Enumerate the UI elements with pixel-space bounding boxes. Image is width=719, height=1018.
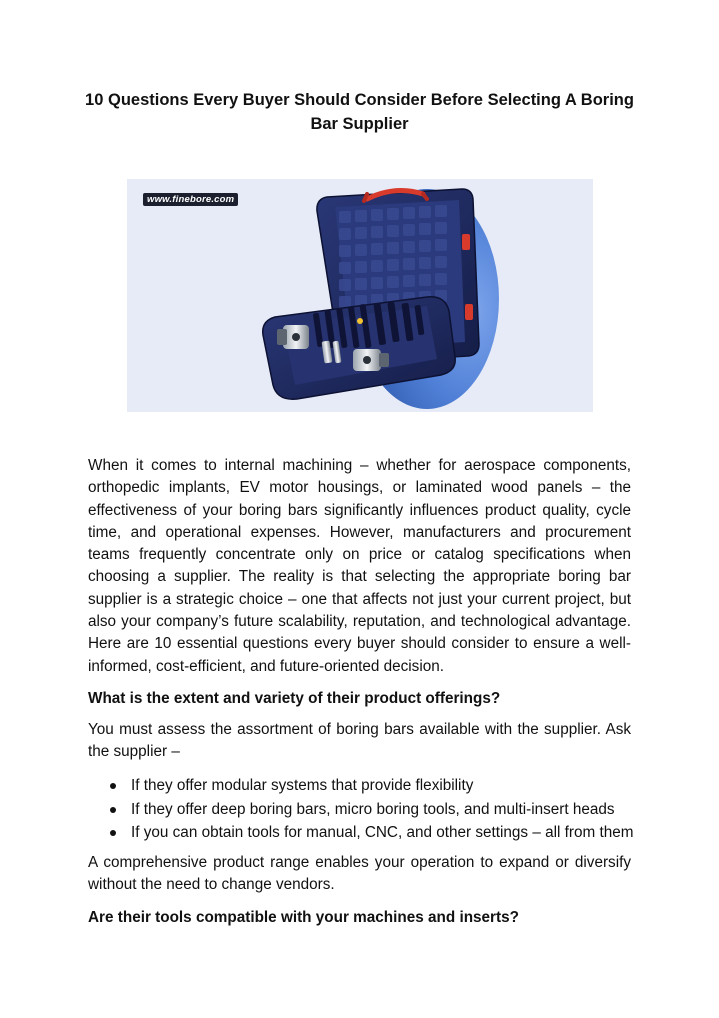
product-image [127, 179, 593, 412]
question-1-heading: What is the extent and variety of their product offerings? [88, 690, 501, 707]
assess-paragraph: You must assess the assortment of boring bars available with the supplier. Ask the supplier – [88, 721, 631, 761]
bullet-icon [110, 783, 116, 789]
watermark-label: www.finebore.com [143, 193, 238, 206]
bullet-list [88, 774, 648, 845]
intro-paragraph: When it comes to internal machining – whether for aerospace components, orthopedic implants, EV motor housings, or laminated wood panels – the effectiveness of your boring bars significantly influences product quality, cycle time, and operational expenses. However, manufacturers and procurement teams frequently concentrate only on price or catalog specifications when choosing a supplier. The reality is that selecting the appropriate boring bar supplier is a strategic choice – one that affects not just your current project, but also your company’s future scalability, reputation, and technological advantage. Here are 10 essential questions every buyer should consider to ensure a well-informed, cost-efficient, and future-oriented decision. [88, 457, 631, 675]
question-2-heading: Are their tools compatible with your machines and inserts? [88, 909, 519, 926]
tool-kit-illustration [127, 179, 593, 412]
list-item-text: If they offer deep boring bars, micro boring tools, and multi-insert heads [131, 800, 615, 818]
list-item [88, 774, 648, 798]
latch-icon [462, 234, 470, 250]
list-item-text: If you can obtain tools for manual, CNC, and other settings – all from them [131, 824, 634, 841]
bullet-icon [110, 830, 116, 836]
insert-icon [357, 318, 363, 324]
list-item [88, 798, 648, 822]
list-item-text: If they offer modular systems that provide flexibility [131, 777, 474, 794]
range-paragraph: A comprehensive product range enables your operation to expand or diversify without the need to change vendors. [88, 854, 631, 894]
document-title: 10 Questions Every Buyer Should Consider Before Selecting A Boring Bar Supplier [85, 91, 634, 133]
latch-icon [465, 304, 473, 320]
list-item [88, 821, 648, 845]
bullet-icon [110, 807, 116, 813]
